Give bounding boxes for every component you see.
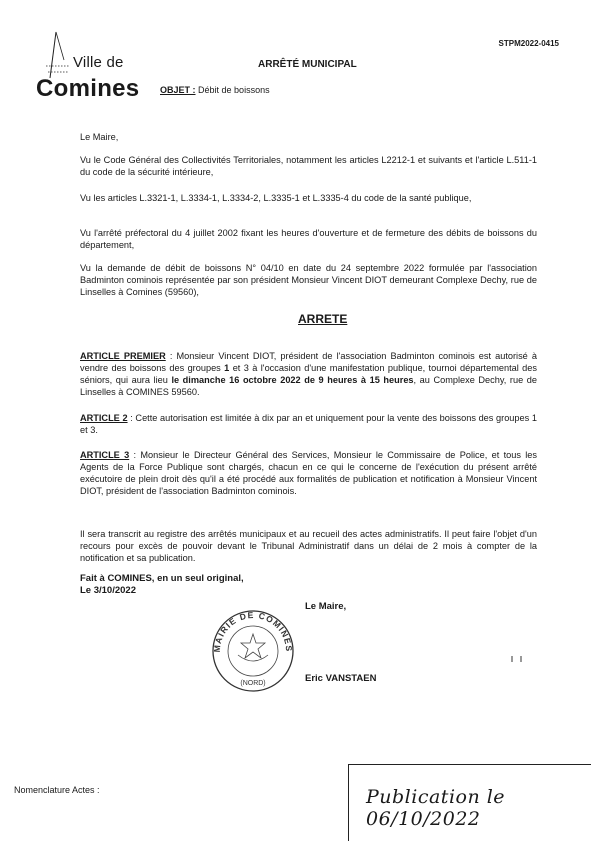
arrete-heading: ARRETE (298, 312, 348, 326)
le-maire-intro: Le Maire, (80, 132, 119, 142)
article-1-text-b: et 3 à l'occasion d'une manifestation publique, tournoi départemental des séniors, qui aura lieu (80, 363, 537, 385)
article-1-text-a: : Monsieur Vincent DIOT, président de l'association Badminton cominois est autorisé à vendre des boissons des groupes (80, 351, 537, 373)
article-2-text: : Cette autorisation est limitée à dix par an et uniquement pour la vente des boissons des groupes 1 et 3. (80, 413, 537, 435)
article-1-text-c: , au Complexe Dechy, rue de Linselles à COMINES 59560. (80, 375, 537, 397)
article-1-group: 1 (224, 363, 230, 373)
vu-paragraph-1: Vu le Code Général des Collectivités Territoriales, notamment les articles L2212-1 et suivants et l'article L.511-1 du code de la sécurité intérieure, (80, 155, 537, 177)
signatory-title: Le Maire, (305, 601, 347, 612)
vu-paragraph-4: Vu la demande de débit de boissons N° 04/10 en date du 24 septembre 2022 formulée par l'association Badminton cominois représentée par son président Monsieur Vincent DIOT demeurant Complexe Dechy, rue de Linselles à Comines (59560), (80, 263, 537, 297)
objet-line (160, 85, 270, 95)
scan-artifact-marks (510, 655, 530, 663)
vu-paragraph-3: Vu l'arrêté préfectoral du 4 juillet 2002 fixant les heures d'ouverture et de fermeture des débits de boissons du département, (80, 228, 537, 250)
article-1-date: le dimanche 16 octobre 2022 de 9 heures à 15 heures (171, 375, 414, 385)
mairie-seal-stamp (208, 607, 298, 692)
article-1-label: ARTICLE PREMIER (80, 351, 166, 361)
seal-text-bottom: (NORD) (240, 680, 266, 687)
signatory-name: Eric VANSTAEN (305, 673, 377, 684)
seal-text-top: MAIRIE DE COMINES (211, 609, 295, 653)
document-reference: STPM2022-0415 (498, 39, 559, 48)
article-2-label: ARTICLE 2 (80, 413, 128, 423)
date-line: Le 3/10/2022 (80, 585, 136, 596)
objet-label: OBJET : (160, 85, 196, 95)
logo-ville-text: Ville de (73, 54, 124, 71)
objet-value: Débit de boissons (198, 85, 270, 95)
article-3 (80, 449, 537, 497)
city-logo-icon (44, 30, 72, 80)
article-3-label: ARTICLE 3 (80, 450, 130, 460)
document-title: ARRÊTÉ MUNICIPAL (258, 59, 357, 70)
publication-handwritten-note: Publication le 06/10/2022 (366, 786, 506, 830)
logo-comines-text: Comines (36, 75, 140, 102)
closing-paragraph: Il sera transcrit au registre des arrêtés municipaux et au recueil des actes administratifs. Il peut faire l'objet d'un recours pour excès de pouvoir devant le Tribunal Administratif dans un délai de 2 mois à compter de la notification et sa publication. (80, 529, 537, 563)
svg-text:MAIRIE DE COMINES (212, 610, 294, 653)
article-2 (80, 412, 537, 436)
article-1 (80, 350, 537, 398)
article-3-text: : Monsieur le Directeur Général des Services, Monsieur le Commissaire de Police, et tous les Agents de la Force Publique sont chargés, chacun en ce qui le concerne de l'exécution du présent arrêté exécutoire de plein droit dès qu'il a été procédé aux formalités de publication et notification à Monsieur Vincent DIOT, président de l'association Badminton cominois. (80, 450, 537, 496)
fait-a-line: Fait à COMINES, en un seul original, (80, 573, 244, 584)
vu-paragraph-2: Vu les articles L.3321-1, L.3334-1, L.3334-2, L.3335-1 et L.3335-4 du code de la santé publique, (80, 193, 472, 203)
fait-a-block (80, 573, 244, 597)
nomenclature-label: Nomenclature Actes : (14, 785, 100, 795)
